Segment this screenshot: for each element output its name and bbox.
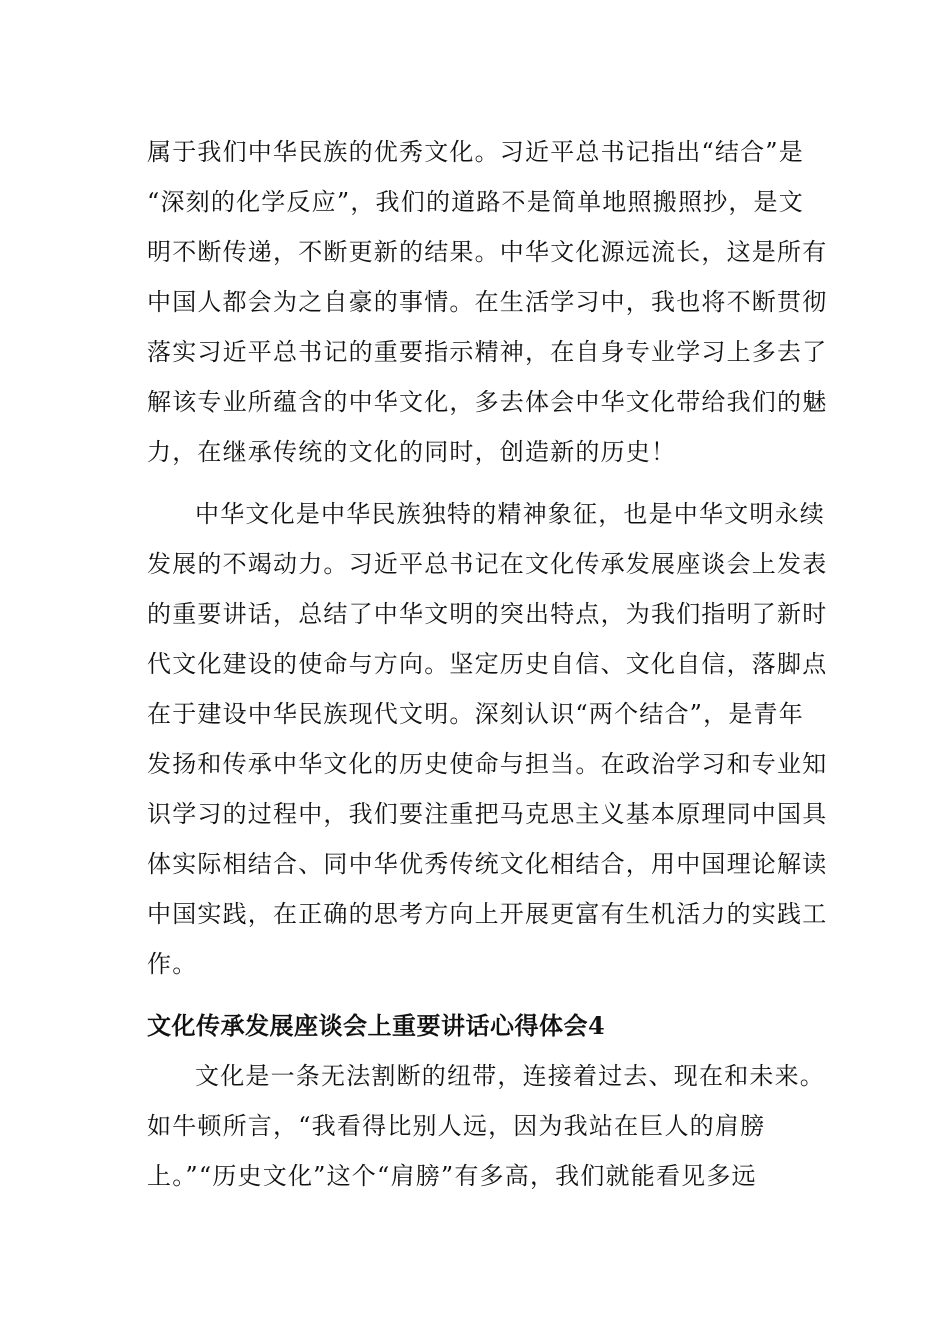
paragraph-line: 文化是一条无法割断的纽带，连接着过去、现在和未来。: [195, 1062, 825, 1090]
paragraph-line: 代文化建设的使命与方向。坚定历史自信、文化自信，落脚点: [147, 650, 828, 678]
paragraph-line: 在于建设中华民族现代文明。深刻认识“两个结合”，是青年: [147, 700, 804, 728]
paragraph-line: 明不断传递，不断更新的结果。中华文化源远流长，这是所有: [147, 238, 828, 266]
paragraph-line: 体实际相结合、同中华优秀传统文化相结合，用中国理论解读: [147, 850, 828, 878]
paragraph-line: 落实习近平总书记的重要指示精神，在自身专业学习上多去了: [147, 338, 828, 366]
paragraph-line: 中国人都会为之自豪的事情。在生活学习中，我也将不断贯彻: [147, 288, 828, 316]
paragraph-line: 力，在继承传统的文化的同时，创造新的历史！: [147, 438, 677, 466]
paragraph-line: 上。”“历史文化”这个“肩膀”有多高，我们就能看见多远: [147, 1162, 757, 1190]
paragraph-line: “深刻的化学反应”，我们的道路不是简单地照搬照抄，是文: [147, 188, 804, 216]
paragraph-line: 作。: [147, 950, 198, 978]
paragraph-line: 的重要讲话，总结了中华文明的突出特点，为我们指明了新时: [147, 600, 828, 628]
paragraph-line: 发扬和传承中华文化的历史使命与担当。在政治学习和专业知: [147, 750, 828, 778]
paragraph-line: 解该专业所蕴含的中华文化，多去体会中华文化带给我们的魅: [147, 388, 828, 416]
section-heading: 文化传承发展座谈会上重要讲话心得体会4: [147, 1011, 606, 1040]
paragraph-line: 如牛顿所言，“我看得比别人远，因为我站在巨人的肩膀: [147, 1112, 766, 1140]
paragraph-line: 属于我们中华民族的优秀文化。习近平总书记指出“结合”是: [147, 138, 804, 166]
paragraph-line: 中国实践，在正确的思考方向上开展更富有生机活力的实践工: [147, 900, 828, 928]
paragraph-line: 发展的不竭动力。习近平总书记在文化传承发展座谈会上发表: [147, 550, 828, 578]
paragraph-line: 识学习的过程中，我们要注重把马克思主义基本原理同中国具: [147, 800, 828, 828]
paragraph-line: 中华文化是中华民族独特的精神象征，也是中华文明永续: [195, 500, 825, 528]
